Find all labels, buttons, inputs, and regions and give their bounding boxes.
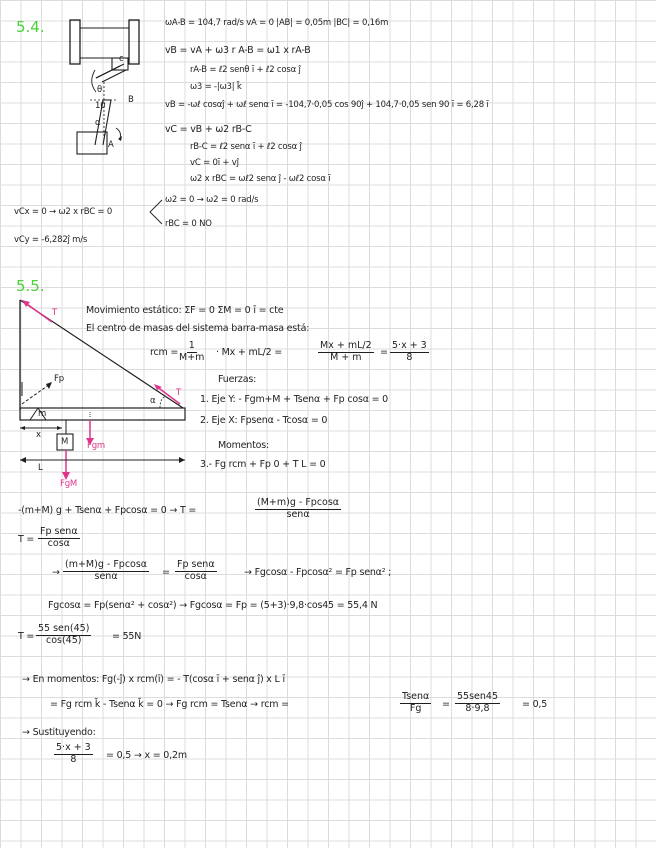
eq3-arrow: →: [52, 567, 60, 578]
line-vc-components: vC = 0ī + vĵ: [190, 158, 239, 168]
eq5-rhs: = 55N: [112, 631, 142, 642]
eq5-lhs: T =: [18, 631, 35, 642]
eq2-lhs: T =: [18, 534, 35, 545]
fig-label-fgm: Fgm: [87, 441, 105, 451]
rcm-lhs: rcm =: [150, 347, 179, 358]
intro-center-of-mass: El centro de masas del sistema barra-masa está:: [86, 323, 310, 334]
section-title-5-4: 5.4.: [16, 18, 45, 36]
line-vcx: vCx = 0 → ω2 x rBC = 0: [14, 207, 113, 217]
eq1-frac: (M+m)g - Fpcosα senα: [257, 497, 340, 520]
intro-static: Movimiento estático: ΣF = 0 ΣM = 0 ī = cte: [86, 305, 284, 316]
fig-label-x: x: [36, 430, 41, 440]
fig-label-alpha: α: [95, 118, 101, 128]
line-vc: vC = vB + ω2 rB-C: [165, 124, 252, 135]
fig-label-c: c: [119, 54, 124, 64]
moment-eq: 3.- Fg rcm + Fp 0 + T L = 0: [200, 459, 326, 470]
fig-label-a: A: [108, 140, 114, 150]
final-result: = 0,5 → x = 0,2m: [106, 750, 187, 761]
fig-label-theta: θ: [97, 85, 103, 95]
line-w3: ω3 = -|ω3| k̄: [190, 82, 242, 92]
fig-label-alpha-55: α: [150, 396, 156, 406]
sustituyendo-label: → Sustituyendo:: [22, 727, 96, 738]
eq2-frac: Fp senα cosα: [40, 526, 78, 549]
eq5-frac: 55 sen(45) cos(45): [38, 623, 90, 646]
fig-label-b: B: [128, 95, 134, 105]
section-title-5-5: 5.5.: [16, 277, 45, 295]
fig-label-m-small: m: [38, 409, 47, 419]
eq3-eq: =: [162, 567, 170, 578]
moments-eq: =: [442, 699, 450, 710]
line-w2-zero: ω2 = 0 → ω2 = 0 rad/s: [165, 195, 259, 205]
rcm-frac-1: $\frac{1}{M+m}$: [179, 340, 205, 363]
header-givens: ωA-B = 104,7 rad/s vA = 0 |AB| = 0,05m |BC| = 0,16m: [165, 18, 389, 28]
eq3-frac-1: (m+M)g - Fpcosα senα: [65, 559, 148, 582]
line-vb: vB = vA + ω3 r A-B = ω1 x rA-B: [165, 45, 311, 56]
eq4: Fgcosα = Fp(senα² + cosα²) → Fgcosα = Fp = (5+3)·9,8·cos45 = 55,4 N: [48, 600, 378, 611]
fig-label-fp: Fp: [54, 374, 64, 384]
line-rab: rA-B = ℓ2 senθ ī + ℓ2 cosα ĵ: [190, 65, 301, 75]
line-vb-result: vB = -ωℓ cosαĵ + ωℓ senα ī = -104,7·0,05 cos 90ĵ + 104,7·0,05 sen 90 ī = 6,28 ī: [165, 100, 489, 110]
force-eq-y: 1. Eje Y: - Fgm+M + Tsenα + Fp cosα = 0: [200, 394, 389, 405]
final-frac: $\frac{5\cdot x + 3}{8}$: [56, 742, 91, 765]
fig-label-l: L: [38, 463, 43, 473]
line-vcy: vCy = -6,282ĵ m/s: [14, 235, 88, 245]
force-eq-x: 2. Eje X: Fpsenα - Tcosα = 0: [200, 415, 328, 426]
eq3-rhs: → Fgcosα - Fpcosα² = Fp senα² ;: [244, 567, 392, 578]
eq1-lhs: -(m+M) g + Tsenα + Fpcosα = 0 → T =: [18, 505, 197, 516]
fig-label-t-bottom: T: [176, 388, 181, 398]
moments-frac-1: Tsenα Fg: [402, 691, 430, 714]
rcm-frac-3: $\frac{5\cdot x + 3}{8}$: [392, 340, 427, 363]
moments-line-2-lhs: = Fg rcm k̄ - Tsenα k̄ = 0 → Fg rcm = Tsenα → rcm =: [50, 699, 289, 710]
momentos-heading: Momentos:: [218, 440, 270, 451]
fig-label-t-top: T: [52, 308, 57, 318]
moments-line-1: → En momentos: Fg(-ĵ) x rcm(ī) = - T(cosα ī + senα ĵ) x L ī: [22, 674, 285, 685]
fig-label-m-big: M: [61, 437, 69, 447]
fig-label-ten: 10: [95, 101, 106, 111]
line-w2-cross: ω2 x rBC = ωℓ2 senα ĵ - ωℓ2 cosα ī: [190, 174, 331, 184]
moments-rhs: = 0,5: [522, 699, 548, 710]
rcm-eq: =: [380, 347, 388, 358]
line-rbc-zero: rBC = 0 NO: [165, 219, 212, 229]
rcm-frac-2: $\frac{Mx + mL/2}{M + m}$: [320, 340, 372, 363]
eq3-frac-2: Fp senα cosα: [177, 559, 215, 582]
rcm-mid: · Mx + mL/2 =: [216, 347, 283, 358]
moments-frac-2: 55sen45 8·9,8: [457, 691, 498, 714]
line-rbc: rB-C = ℓ2 senα ī + ℓ2 cosα ĵ: [190, 142, 302, 152]
fuerzas-heading: Fuerzas:: [218, 374, 257, 385]
fig-label-fgM: FgM: [60, 479, 78, 489]
